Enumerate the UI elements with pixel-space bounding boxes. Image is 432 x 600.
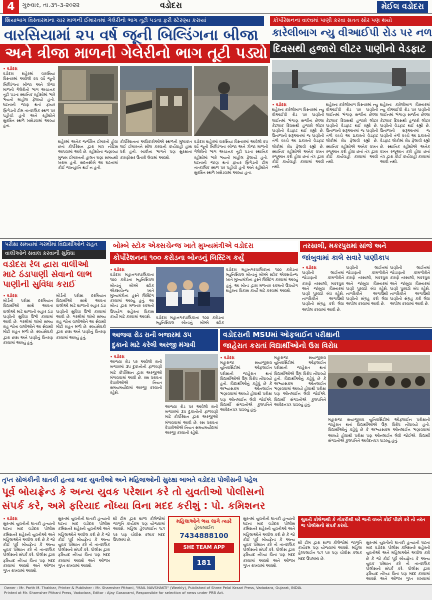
aajwa-headline-line2[interactable]: દુકાનો માટે કરેલી અરજી મંગાવી: [112, 341, 196, 349]
water-cut-col1: • વડોદરા પાણીની લાઈનમાં જોડાણની કામગીરીને કારણે તરસાલી, મકરપુરા અને જાંબુવા વિસ્તારમાં પાણી પુરવઠો બંધ રહેશે. નાગરિકોને અગાઉથી પાણીનો સંગ્રહ કરી લેવા અપીલ કરવામાં આવી છે.: [302, 265, 344, 312]
water-story-headline-line1[interactable]: વડોદરા રેલ દ્વારા વાલીઓ: [3, 260, 89, 270]
helpline-number[interactable]: 7434888100: [179, 532, 229, 540]
main-story-kicker: શિયાબાગ વિસ્તારમાંના ચાર માળની ઈમારતમાં ગેલેરીનો ભાગ તૂટી પડતા ફરી સ્ટેરણ્ય કરાયાં: [2, 16, 264, 26]
aajwa-col1: • વડોદરા આજવા રોડ પર આવેલી રાની બજારમાં ૩૫ દુકાનોની ફાળવણી માટે કોર્પોરેશન દ્વારા અરજીઓ મંગાવવામાં આવી છે. રસ ધરાવતા વેપારીઓએ નિયત સમયમર્યાદામાં અરજી કરવાની રહેશે.: [110, 354, 162, 396]
water-story-kicker2: વાલીઓને સવાલ કરવાની સુવિધા: [2, 250, 106, 259]
water-leak-graphic: [272, 60, 430, 100]
main-story-col4: વડોદરા શહેરમાં વારસિયા વિસ્તારમાં આવેલી ૨૫ વર્ષ જૂની બિલ્ડિંગના બીજા અને ત્રીજા માળની ગેલેરીનો ભાગ અચાનક તૂટી પડતા સ્થાનિક રહીશોમાં ભારે ભયનો માહોલ ફેલાયો હતો. ઘટનાની જાણ થતાં ફાયર બ્રિગેડની ટીમ તાત્કાલિક સ્થળ પર પહોંચી હતી અને રહીશોને સુરક્ષિત સ્થળે ખસેડવામાં આવ્યા હતા.: [194, 139, 268, 176]
bottom-story-col4: સુરતમાં યુવતીની ઘાતકી હત્યાની ઘટના બાદ વડોદરા પોલીસ કમિશનરે શહેરની યુવતીઓ અને મહિલાઓને અપીલ કરી છે કે જો કોઈ પૂર્વ બોયફ્રેન્ડ કે અન્ય યુવક પરેશાન કરે તો તાત્કાલિક પોલીસનો સંપર્ક કરે. પોલીસ દ્વારા ફરિયાદ નોંધ્યા વિના પણ મદદ કરવામાં આવશે અને ઓળખ ગુપ્ત રાખવામાં આવશે.: [243, 516, 295, 568]
main-story-col1: • વડોદરા વડોદરા શહેરમાં વારસિયા વિસ્તારમાં આવેલી ૨૫ વર્ષ જૂની બિલ્ડિંગના બીજા અને ત્રીજા માળની ગેલેરીનો ભાગ અચાનક તૂટી પડતા સ્થાનિક રહીશોમાં ભારે ભયનો માહોલ ફેલાયો હતો. ઘટનાની જાણ થતાં ફાયર બ્રિગેડની ટીમ તાત્કાલિક સ્થળ પર પહોંચી હતી અને રહીશોને સુરક્ષિત સ્થળે ખસેડવામાં આવ્યા હતા.: [3, 66, 55, 129]
water-story-kicker: પરીક્ષા સમયમાં ગરમીમાં વિદ્યાર્થીઓને રાહત: [2, 241, 106, 250]
water-story-headline-line3[interactable]: પાણીની સુવિધા કરાઈ: [3, 280, 76, 290]
water-story-col1: • વડોદરા બોર્ડની પરીક્ષા દરમિયાન વિદ્યાર્થીઓ સાથે આવતા વાલીઓ માટે શાળાની બહાર ઠંડા પાણીની સુવિધા ઉભી કરવામાં આવી છે. ગરમીમાં લાંબો સમય રાહ જોતા વાલીઓને આ સેવાથી મોટી રાહત મળી છે. સ્વયંસેવકો દ્વારા છાશ અને પાણીનું વિતરણ કરવામાં આવ્યું હતું.: [3, 293, 53, 345]
protest-photo-graphic: [328, 355, 430, 415]
water-leak-photo: [272, 60, 430, 100]
damaged-gallery-photo: [120, 66, 192, 136]
main-story-headline-line2[interactable]: અને ત્રીજા માળની ગેલેરીનો ભાગ તૂટી પડ્યો: [0, 44, 270, 63]
page-number: 4: [3, 0, 19, 14]
bse-headline-line1[interactable]: બોમ્બે સ્ટોક એક્સચેન્જ ખાતે મુખ્યમંત્રીએ વડોદરા: [110, 241, 298, 252]
msu-headline-line2[interactable]: જાહેરાત કરાતાં વિદ્યાર્થીઓનો ઉગ્ર વિરોધ: [220, 340, 432, 352]
byline: • વડોદરા: [3, 66, 18, 71]
helpline-title: મહિલાઓને ભય લાગે ત્યારે: [176, 519, 232, 525]
msu-col2: મહારાજા સયાજીરાવ યુનિવર્સિટીમાં ઓફલાઈન પરીક્ષાની જાહેરાત થતાં વિદ્યાર્થીઓએ ઉગ્ર વિરોધ નોંધાવ્યો હતો. વિદ્યાર્થીઓનું કહેવું છે કે અભ્યાસક્રમ ઓનલાઈન ભણાવવામાં આવ્યો હોવાથી પરીક્ષા પણ ઓનલાઈન લેવી જોઈએ. વિદ્યાર્થી સંગઠનોએ કુલપતિને આવેદનપત્ર પાઠવ્યું હતું.: [274, 355, 326, 407]
aajwa-market-photo: [165, 354, 218, 402]
market-photo-graphic: [165, 354, 218, 402]
byline: • વડોદરા: [302, 265, 317, 270]
water-story-headline-line2[interactable]: માટે ઠંડાપાણી સેવાનો લાભ: [3, 270, 93, 280]
main-story-headline-line1[interactable]: વારસિયામાં ૨૫ વર્ષ જૂની બિલ્ડિંગના બીજા: [4, 26, 259, 44]
bse-story-col1: • વડોદરા વડોદરા મહાનગરપાલિકાના ૧૦૦ કરોડના મ્યુનિસિપલ બોન્ડનું બોમ્બે સ્ટોક એક્સચેન્જ ખાતે મુખ્યમંત્રીના હસ્તે લિસ્ટિંગ કરવામાં આવ્યું હતું. આ બોન્ડ દ્વારા મળનાર રકમનો ઉપયોગ શહેરના વિકાસ કાર્યો માટે કરવામાં આવશે.: [110, 267, 154, 319]
rubble-photo: [194, 66, 268, 136]
water-cut-headline-line1[interactable]: તરસાલી, મકરપુરામાં સાંજે અને: [300, 241, 432, 252]
aajwa-col2: આજવા રોડ પર આવેલી રાની બજારમાં ૩૫ દુકાનોની ફાળવણી માટે કોર્પોરેશન દ્વારા અરજીઓ મંગાવવામાં આવી છે. રસ ધરાવતા વેપારીઓએ નિયત સમયમર્યાદામાં અરજી કરવાની રહેશે.: [165, 404, 218, 436]
right-story-headline-line2[interactable]: દિવસથી હજારો લીટર પાણીનો વેડફાટ: [270, 41, 432, 58]
building-collapse-photo: [58, 66, 118, 136]
helpline-short-number[interactable]: 181: [193, 556, 215, 570]
msu-headline-line1[interactable]: વડોદરાની MSUમાં ઓફલાઈન પરીક્ષાની: [220, 329, 432, 340]
bottom-story-col1: • વડોદરા સુરતમાં યુવતીની ઘાતકી હત્યાની ઘટના બાદ વડોદરા પોલીસ કમિશનરે શહેરની યુવતીઓ અને મહિલાઓને અપીલ કરી છે કે જો કોઈ પૂર્વ બોયફ્રેન્ડ કે અન્ય યુવક પરેશાન કરે તો તાત્કાલિક પોલીસનો સંપર્ક કરે. પોલીસ દ્વારા ફરિયાદ નોંધ્યા વિના પણ મદદ કરવામાં આવશે અને ઓળખ ગુપ્ત રાખવામાં આવશે.: [3, 516, 55, 574]
mid-divider: [110, 327, 432, 328]
msu-protest-photo: [328, 355, 430, 415]
byline: • વડોદરા: [3, 293, 18, 298]
byline: • વડોદરા: [110, 267, 125, 272]
bottom-story-headline-line2[interactable]: સંપર્ક કરે, અમે ફરિયાદ નોંધ્યા વિના મદદ કરીશું : પો. કમિશનર: [2, 501, 266, 512]
right-story-kicker: કોર્પોરેશનના વાલ્વમાં પાણી કરવા સતત સોર પણ થયો: [270, 16, 432, 26]
section-divider: [0, 238, 432, 239]
gallery-photo-graphic: [120, 66, 192, 136]
imprint-footer: [0, 584, 432, 600]
msu-col3: મહારાજા સયાજીરાવ યુનિવર્સિટીમાં ઓફલાઈન પરીક્ષાની જાહેરાત થતાં વિદ્યાર્થીઓએ ઉગ્ર વિરોધ નોંધાવ્યો હતો. વિદ્યાર્થીઓનું કહેવું છે કે અભ્યાસક્રમ ઓનલાઈન ભણાવવામાં આવ્યો હોવાથી પરીક્ષા પણ ઓનલાઈન લેવી જોઈએ. વિદ્યાર્થી સંગઠનોએ કુલપતિને આવેદનપત્ર પાઠવ્યું હતું.: [328, 417, 430, 443]
bottom-divider: [0, 473, 432, 474]
bse-story-col2: વડોદરા મહાનગરપાલિકાના ૧૦૦ કરોડના મ્યુનિસિપલ બોન્ડનું બોમ્બે સ્ટોક એક્સચેન્જ ખાતે મુખ્યમંત્રીના હસ્તે લિસ્ટિંગ કરવામાં આવ્યું હતું. આ બોન્ડ દ્વારા મળનાર રકમનો ઉપયોગ શહેરના વિકાસ કાર્યો માટે કરવામાં આવશે.: [226, 267, 298, 293]
byline: • વડોદરા: [272, 102, 287, 107]
date-line: ગુરુવાર, તા.૩૧-૩-૨૦૨૨: [22, 2, 80, 9]
rubble-photo-graphic: [194, 66, 268, 136]
bottom-story-col5: શી ટીમ દ્વારા શાળા કોલેજોમાં જાગૃતિ કાર્યક્રમ પણ યોજવામાં આવશે. મહિલા હેલ્પલાઈન ૧૮૧ પર પણ ચોવીસ કલાક મદદ ઉપલબ્ધ છે.: [298, 540, 362, 561]
byline: • વડોદરા: [110, 354, 125, 359]
bse-event-photo: [156, 267, 224, 313]
right-story-col2: શહેરના કારેલીબાગ વિસ્તારમાં ન્યુ વીઆઈપી રોડ પર પાણીની લાઈનમાં ભંગાણ સર્જાતા છેલ્લા કેટલાક દિવસથી હજારો લીટર પાણીનો વેડફાટ થઈ રહ્યો છે. ઉનાળાની શરૂઆતમાં જ પાણીની તંગી વચ્ચે આ પ્રકારનો વેડફાટ લોકોમાં રોષ ફેલાવી રહ્યો છે. સ્થાનિક રહીશોએ અનેક વખત રજૂઆત કરી હોવા છતાં તંત્ર દ્વારા કોઈ કાર્યવાહી કરવામાં આવી નથી.: [326, 102, 378, 165]
byline: • વડોદરા: [220, 355, 235, 360]
imprint-line1: Owner : Mr. Parth M. Thakkar, Printer & Publisher : Mr. Shamsher Pithani, "MAIL NAVSHAKTI" (Weekly), Published of Shree Pelal Kesari Press, Vadodara, Gujarat, INDIA.: [4, 586, 303, 590]
bse-story-col3: વડોદરા મહાનગરપાલિકાના ૧૦૦ કરોડના મ્યુનિસિપલ બોન્ડનું બોમ્બે સ્ટોક: [156, 315, 224, 325]
bottom-story-kicker: તૃપ્ત સોલંકીની ઘાતકી હત્યા બાદ યુવતીઓ અને મહિલાઓની સુરક્ષા બાબતે વડોદરા પોલીસની પહેલ: [2, 476, 258, 484]
msu-col1: • વડોદરા મહારાજા સયાજીરાવ યુનિવર્સિટીમાં ઓફલાઈન પરીક્ષાની જાહેરાત થતાં વિદ્યાર્થીઓએ ઉગ્ર વિરોધ નોંધાવ્યો હતો. વિદ્યાર્થીઓનું કહેવું છે કે અભ્યાસક્રમ ઓનલાઈન ભણાવવામાં આવ્યો હોવાથી પરીક્ષા પણ ઓનલાઈન લેવી જોઈએ. વિદ્યાર્થી સંગઠનોએ કુલપતિને આવેદનપત્ર પાઠવ્યું હતું.: [220, 355, 272, 413]
imprint-line2: Printed at Mr. Shamsher Pithani Press, Vadodara, Editor : Ajay Gosavami, Responsible for selection of news under PRB Act.: [4, 591, 225, 595]
helpline-label: હેલ્પલાઈન: [194, 526, 214, 531]
edition-label: મેઈલ વડોદરા: [377, 1, 428, 13]
bse-headline-line2[interactable]: કોર્પોરેશનના ૧૦૦ કરોડના બોન્ડનું લિસ્ટિંગ કર્યું: [110, 252, 298, 264]
bottom-story-headline-line1[interactable]: પૂર્વ બોયફ્રેન્ડ કે અન્ય યુવક પરેશાન કરે તો યુવતીઓ પોલીસનો: [2, 487, 265, 498]
byline: • વડોદરા: [3, 516, 18, 521]
main-story-col2: શહેરમાં અનેક જર્જરિત ઈમારતો હોવા છતાં કોર્પોરેશન દ્વારા માત્ર નોટિસ આપવામાં આવે છે. રહીશોના જણાવ્યા મુજબ ઈમારતની હાલત ઘણા સમયથી ખરાબ હતી. સદનસીબે આ ઘટનામાં કોઈ જાનહાનિ થઈ ન હતી.: [58, 139, 118, 171]
bse-photo-graphic: [156, 267, 224, 313]
right-story-col1: • વડોદરા શહેરના કારેલીબાગ વિસ્તારમાં ન્યુ વીઆઈપી રોડ પર પાણીની લાઈનમાં ભંગાણ સર્જાતા છેલ્લા કેટલાક દિવસથી હજારો લીટર પાણીનો વેડફાટ થઈ રહ્યો છે. ઉનાળાની શરૂઆતમાં જ પાણીની તંગી વચ્ચે આ પ્રકારનો વેડફાટ લોકોમાં રોષ ફેલાવી રહ્યો છે. સ્થાનિક રહીશોએ અનેક વખત રજૂઆત કરી હોવા છતાં તંત્ર દ્વારા કોઈ કાર્યવાહી કરવામાં આવી નથી.: [272, 102, 324, 170]
city-label: વડોદરા: [160, 1, 182, 10]
building-photo-graphic: [58, 66, 118, 136]
right-story-headline-line1[interactable]: કારેલીબાગ ન્યુ વીઆઈપી રોડ પર નળ: [272, 27, 432, 39]
aajwa-headline-line1[interactable]: આજવા રોડ રાની બજારમાં ૩૫: [112, 331, 192, 339]
main-story-col3: કોર્પોરેશનના અધિકારીઓએ સ્થળની મુલાકાત લઈ ઈમારતને સીલ કરવાની કાર્યવાહી હાથ ધરી હતી. બાકીના ભાગને પણ સુરક્ષાના કારણોસર ઉતારી લેવામાં આવશે.: [120, 139, 192, 160]
water-cut-col3: પાણીની લાઈનમાં જોડાણની કામગીરીને કારણે તરસાલી, મકરપુરા અને જાંબુવા વિસ્તારમાં પાણી પુરવઠો બંધ રહેશે. નાગરિકોને અગાઉથી પાણીનો સંગ્રહ કરી લેવા અપીલ કરવામાં આવી છે.: [390, 265, 430, 307]
bottom-story-col3: શી ટીમ દ્વારા શાળા કોલેજોમાં જાગૃતિ કાર્યક્રમ પણ યોજવામાં આવશે. મહિલા હેલ્પલાઈન ૧૮૧ પર પણ ચોવીસ કલાક મદદ ઉપલબ્ધ છે.: [113, 516, 165, 542]
right-story-col3: શહેરના કારેલીબાગ વિસ્તારમાં ન્યુ વીઆઈપી રોડ પર પાણીની લાઈનમાં ભંગાણ સર્જાતા છેલ્લા કેટલાક દિવસથી હજારો લીટર પાણીનો વેડફાટ થઈ રહ્યો છે. ઉનાળાની શરૂઆતમાં જ પાણીની તંગી વચ્ચે આ પ્રકારનો વેડફાટ લોકોમાં રોષ ફેલાવી રહ્યો છે. સ્થાનિક રહીશોએ અનેક વખત રજૂઆત કરી હોવા છતાં તંત્ર દ્વારા કોઈ કાર્યવાહી કરવામાં આવી નથી.: [380, 102, 430, 165]
police-advice-box: યુવતી કોલેજથી કે નોકરીથી ઘરે જતી વખતે કોઈ પીછો કરે તો તરત જ પોલીસનો સંપર્ક કરવો.: [298, 516, 430, 538]
she-team-app-badge[interactable]: SHE TEAM APP: [174, 543, 234, 553]
helpline-ad: [168, 516, 240, 582]
water-cut-headline-line2[interactable]: જાંબુવામાં કાલે સવારે પાણીકાપ: [302, 254, 390, 262]
water-cut-col2: પાણીની લાઈનમાં જોડાણની કામગીરીને કારણે તરસાલી, મકરપુરા અને જાંબુવા વિસ્તારમાં પાણી પુરવઠો બંધ રહેશે. નાગરિકોને અગાઉથી પાણીનો સંગ્રહ કરી લેવા અપીલ કરવામાં આવી છે.: [346, 265, 388, 307]
bottom-story-col6: સુરતમાં યુવતીની ઘાતકી હત્યાની ઘટના બાદ વડોદરા પોલીસ કમિશનરે શહેરની યુવતીઓ અને મહિલાઓને અપીલ કરી છે કે જો કોઈ પૂર્વ બોયફ્રેન્ડ કે અન્ય યુવક પરેશાન કરે તો તાત્કાલિક પોલીસનો સંપર્ક કરે. પોલીસ દ્વારા ફરિયાદ નોંધ્યા વિના પણ મદદ કરવામાં આવશે અને ઓળખ ગુપ્ત રાખવામાં: [366, 540, 430, 582]
water-story-col2: બોર્ડની પરીક્ષા દરમિયાન વિદ્યાર્થીઓ સાથે આવતા વાલીઓ માટે શાળાની બહાર ઠંડા પાણીની સુવિધા ઉભી કરવામાં આવી છે. ગરમીમાં લાંબો સમય રાહ જોતા વાલીઓને આ સેવાથી મોટી રાહત મળી છે. સ્વયંસેવકો દ્વારા છાશ અને પાણીનું વિતરણ કરવામાં આવ્યું હતું.: [56, 293, 106, 340]
bottom-story-col2: સુરતમાં યુવતીની ઘાતકી હત્યાની ઘટના બાદ વડોદરા પોલીસ કમિશનરે શહેરની યુવતીઓ અને મહિલાઓને અપીલ કરી છે કે જો કોઈ પૂર્વ બોયફ્રેન્ડ કે અન્ય યુવક પરેશાન કરે તો તાત્કાલિક પોલીસનો સંપર્ક કરે. પોલીસ દ્વારા ફરિયાદ નોંધ્યા વિના પણ મદદ કરવામાં આવશે અને ઓળખ ગુપ્ત રાખવામાં આવશે.: [58, 516, 110, 568]
